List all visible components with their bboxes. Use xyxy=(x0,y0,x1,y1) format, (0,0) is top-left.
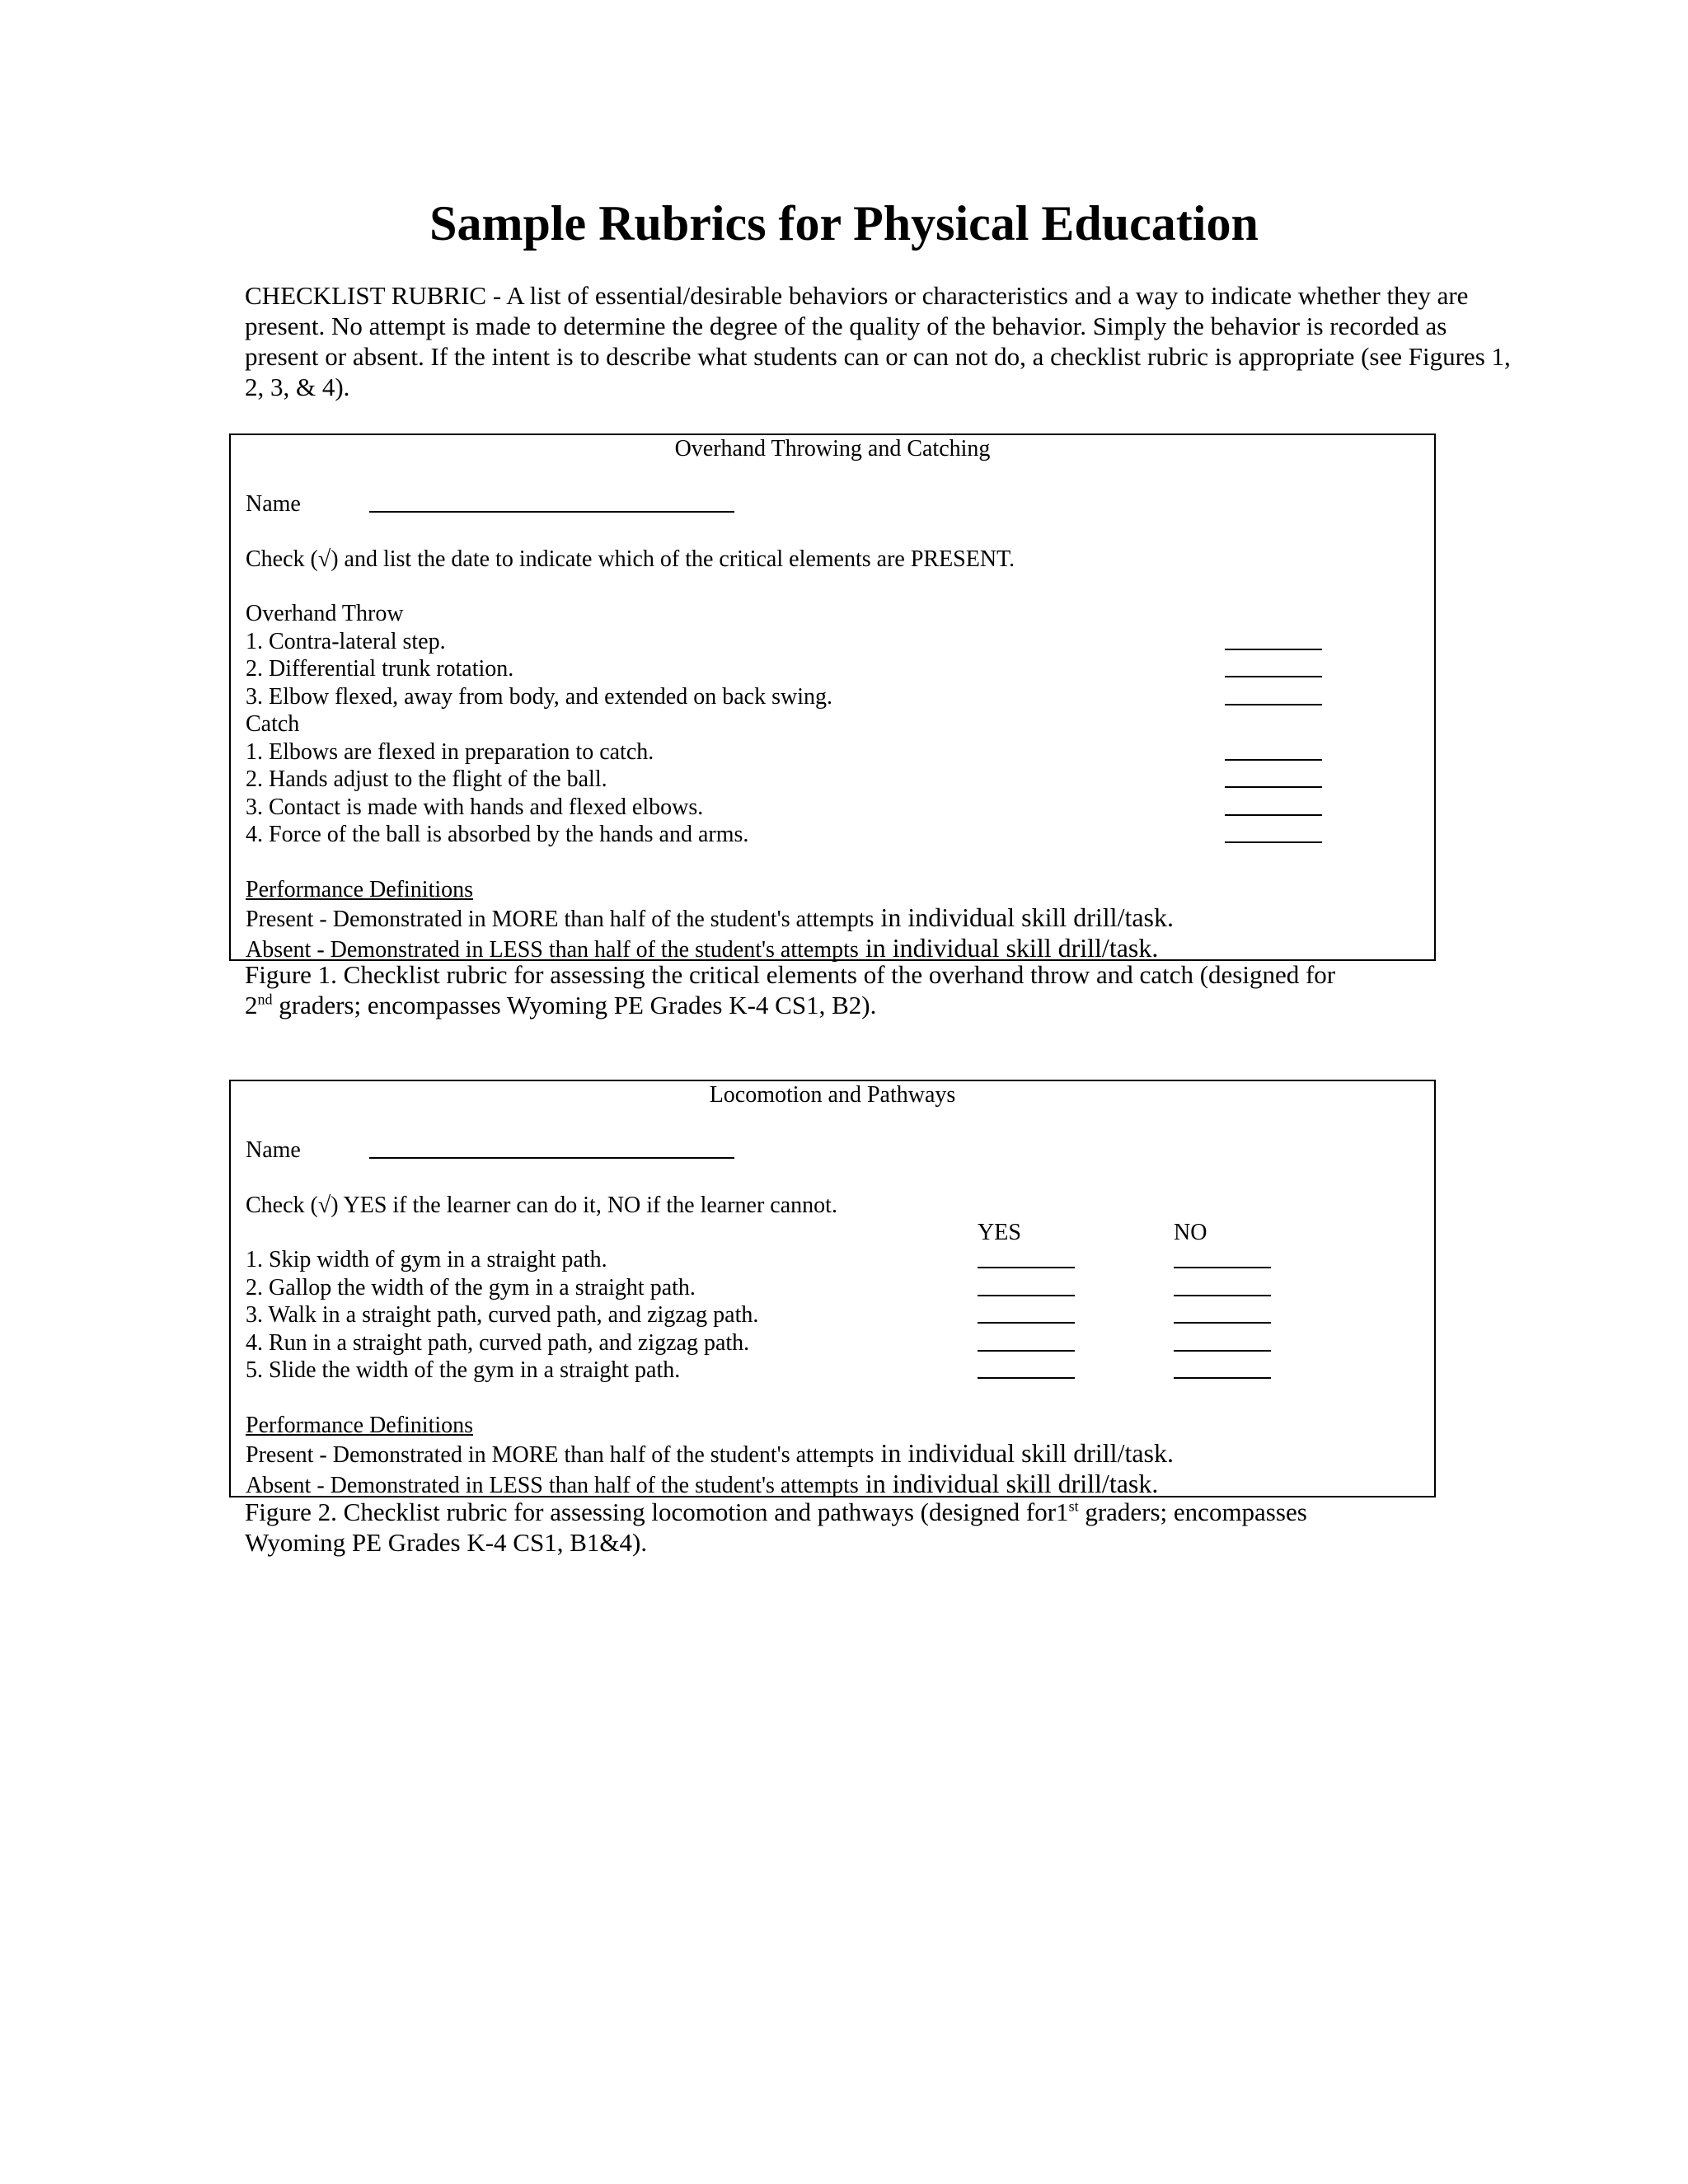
figure2-caption-start: Figure 2. Checklist rubric for assessing locomotion and pathways (designed for1 xyxy=(245,1497,1069,1526)
figure2-no-blank[interactable] xyxy=(1174,1350,1271,1352)
figure1-catch-item: 3. Contact is made with hands and flexed elbows. xyxy=(246,794,704,820)
figure1-title: Overhand Throwing and Catching xyxy=(674,436,991,462)
figure2-present-text: Present - Demonstrated in MORE than half of the student's attempts xyxy=(246,1442,874,1468)
figure2-item: 1. Skip width of gym in a straight path. xyxy=(246,1247,607,1272)
figure1-caption-ordinal: 2 xyxy=(245,991,258,1019)
figure1-caption-sup: nd xyxy=(257,991,273,1008)
figure2-absent-tail: in individual skill drill/task. xyxy=(858,1469,1159,1498)
figure2-instruction: Check (√) YES if the learner can do it, NO if the learner cannot. xyxy=(246,1193,837,1218)
figure1-caption-line2: graders; encompasses Wyoming PE Grades K-4 CS1, B2). xyxy=(272,991,877,1019)
figure2-present-definition xyxy=(246,1440,1174,1469)
figure2-item: 3. Walk in a straight path, curved path, and zigzag path. xyxy=(246,1302,759,1328)
figure2-item: 4. Run in a straight path, curved path, and zigzag path. xyxy=(246,1330,750,1356)
figure1-date-blank[interactable] xyxy=(1225,704,1322,705)
figure2-name-blank[interactable] xyxy=(369,1157,734,1159)
figure1-defs-heading: Performance Definitions xyxy=(246,877,474,902)
figure2-no-blank[interactable] xyxy=(1174,1322,1271,1324)
figure2-no-header: NO xyxy=(1174,1220,1207,1245)
page-title: Sample Rubrics for Physical Education xyxy=(429,196,1259,251)
figure2-item: 2. Gallop the width of the gym in a straight path. xyxy=(246,1275,696,1301)
figure1-catch-item: 4. Force of the ball is absorbed by the hands and arms. xyxy=(246,822,749,847)
figure2-no-blank[interactable] xyxy=(1174,1377,1271,1379)
figure1-rubric-box xyxy=(229,434,1436,961)
figure2-no-blank[interactable] xyxy=(1174,1295,1271,1296)
figure1-caption xyxy=(245,959,1465,1020)
figure1-catch-item: 1. Elbows are flexed in preparation to catch. xyxy=(246,739,654,765)
figure2-yes-blank[interactable] xyxy=(978,1267,1075,1268)
figure2-caption-sup: st xyxy=(1068,1497,1079,1515)
figure2-defs-heading: Performance Definitions xyxy=(246,1413,474,1438)
figure1-date-blank[interactable] xyxy=(1225,841,1322,843)
figure2-caption xyxy=(245,1497,1465,1558)
figure2-yes-blank[interactable] xyxy=(978,1295,1075,1296)
figure1-throw-item: 1. Contra-lateral step. xyxy=(246,629,446,654)
intro-paragraph: CHECKLIST RUBRIC - A list of essential/desirable behaviors or characteristics and a way to indicate whether they are present. No attempt is made to determine the degree of the quality of the behavior. Simply the behavior is recorded as present or absent. If the intent is to describe what students can or can not do, a checklist rubric is appropriate (see Figures 1, 2, 3, & 4). xyxy=(245,281,1511,401)
figure1-present-tail: in individual skill drill/task. xyxy=(874,902,1174,932)
figure2-absent-text: Absent - Demonstrated in LESS than half of the student's attempts xyxy=(246,1473,859,1498)
figure1-throw-item: 2. Differential trunk rotation. xyxy=(246,656,514,682)
figure1-date-blank[interactable] xyxy=(1225,649,1322,650)
figure1-throw-heading: Overhand Throw xyxy=(246,601,404,626)
figure1-name-label: Name xyxy=(246,491,301,517)
figure1-instruction: Check (√) and list the date to indicate which of the critical elements are PRESENT. xyxy=(246,546,1015,572)
figure1-date-blank[interactable] xyxy=(1225,786,1322,788)
figure1-date-blank[interactable] xyxy=(1225,814,1322,816)
figure1-date-blank[interactable] xyxy=(1225,676,1322,677)
figure2-rubric-box xyxy=(229,1080,1436,1497)
figure2-caption-end: graders; encompasses xyxy=(1078,1497,1307,1526)
figure2-name-label: Name xyxy=(246,1137,301,1163)
figure1-catch-heading: Catch xyxy=(246,711,300,737)
figure2-yes-header: YES xyxy=(978,1220,1021,1245)
figure2-yes-blank[interactable] xyxy=(978,1350,1075,1352)
figure1-present-definition xyxy=(246,904,1174,933)
figure1-absent-text: Absent - Demonstrated in LESS than half of the student's attempts xyxy=(246,937,859,963)
figure2-no-blank[interactable] xyxy=(1174,1267,1271,1268)
figure2-absent-definition xyxy=(246,1470,1158,1499)
figure2-caption-line2: Wyoming PE Grades K-4 CS1, B1&4). xyxy=(245,1528,648,1557)
figure2-present-tail: in individual skill drill/task. xyxy=(874,1438,1174,1468)
figure1-present-text: Present - Demonstrated in MORE than half of the student's attempts xyxy=(246,907,874,932)
figure2-title: Locomotion and Pathways xyxy=(709,1082,956,1108)
figure2-yes-blank[interactable] xyxy=(978,1377,1075,1379)
figure1-name-blank[interactable] xyxy=(369,511,734,513)
figure1-date-blank[interactable] xyxy=(1225,759,1322,761)
figure1-throw-item: 3. Elbow flexed, away from body, and extended on back swing. xyxy=(246,684,832,710)
figure1-caption-line1: Figure 1. Checklist rubric for assessing the critical elements of the overhand throw and catch (designed for xyxy=(245,960,1336,989)
figure1-absent-tail: in individual skill drill/task. xyxy=(858,933,1159,963)
figure2-yes-blank[interactable] xyxy=(978,1322,1075,1324)
figure1-catch-item: 2. Hands adjust to the flight of the ball. xyxy=(246,766,607,792)
figure2-item: 5. Slide the width of the gym in a straight path. xyxy=(246,1357,681,1383)
